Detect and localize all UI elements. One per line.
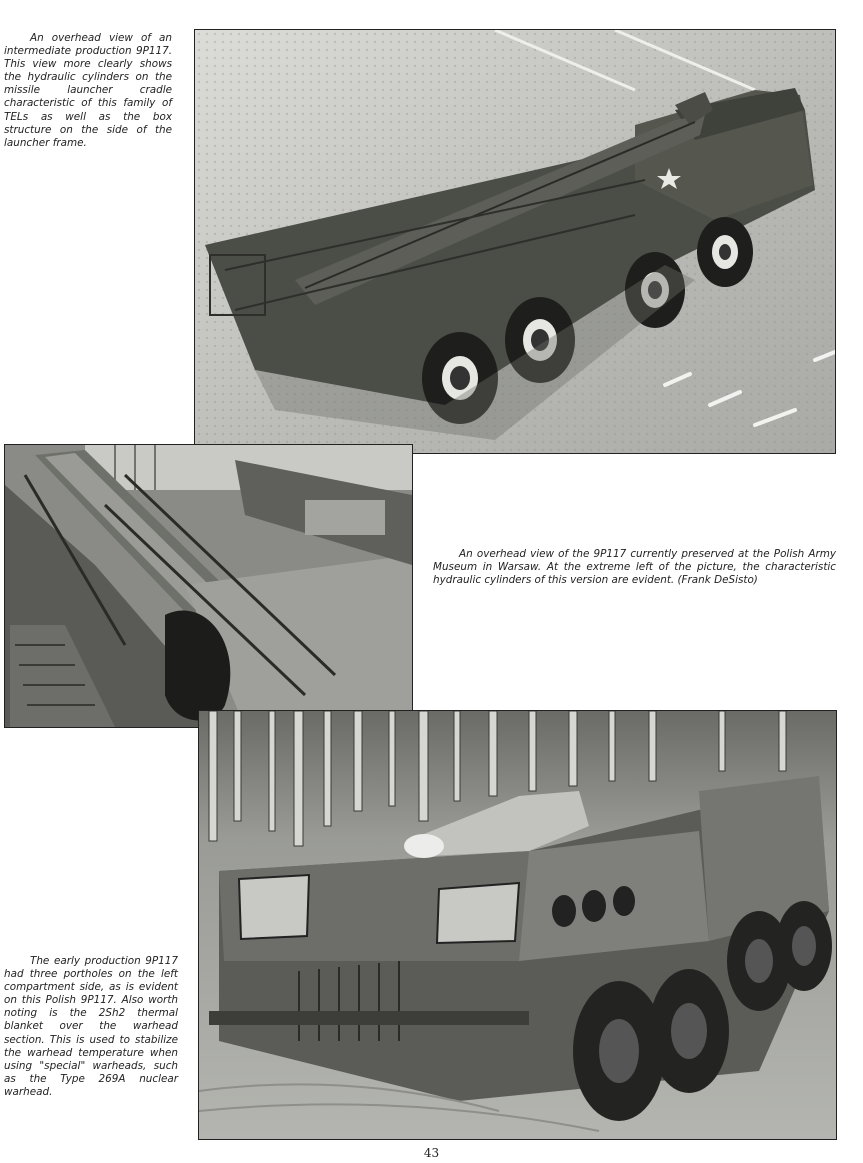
caption-early-production: The early production 9P117 had three portholes on the left compartment side, as is evident on this Polish 9P117. Also worth noting is the 2Sh2 thermal blanket over the warhead section. This is used to stabilize the warhead temperature when using "special" warheads, such as the Type 269A nuclear warhead. (4, 955, 178, 1098)
page-number: 43 (423, 1146, 440, 1160)
caption-museum-warsaw: An overhead view of the 9P117 currently preserved at the Polish Army Museum in Warsaw. At the extreme left of the picture, the characteristic hydraulic cylinders of this version are evident. (Frank DeSisto) (433, 548, 836, 587)
caption-overhead-intermediate: An overhead view of an intermediate production 9P117. This view more clearly shows the hydraulic cylinders on the missile launcher cradle characteristic of this family of TELs as well as the box structure on the side of the launcher frame. (4, 32, 172, 149)
photo-forest-9p117 (198, 710, 837, 1140)
photo-overhead-9p117 (194, 29, 836, 454)
photo-museum-9p117 (4, 444, 413, 728)
